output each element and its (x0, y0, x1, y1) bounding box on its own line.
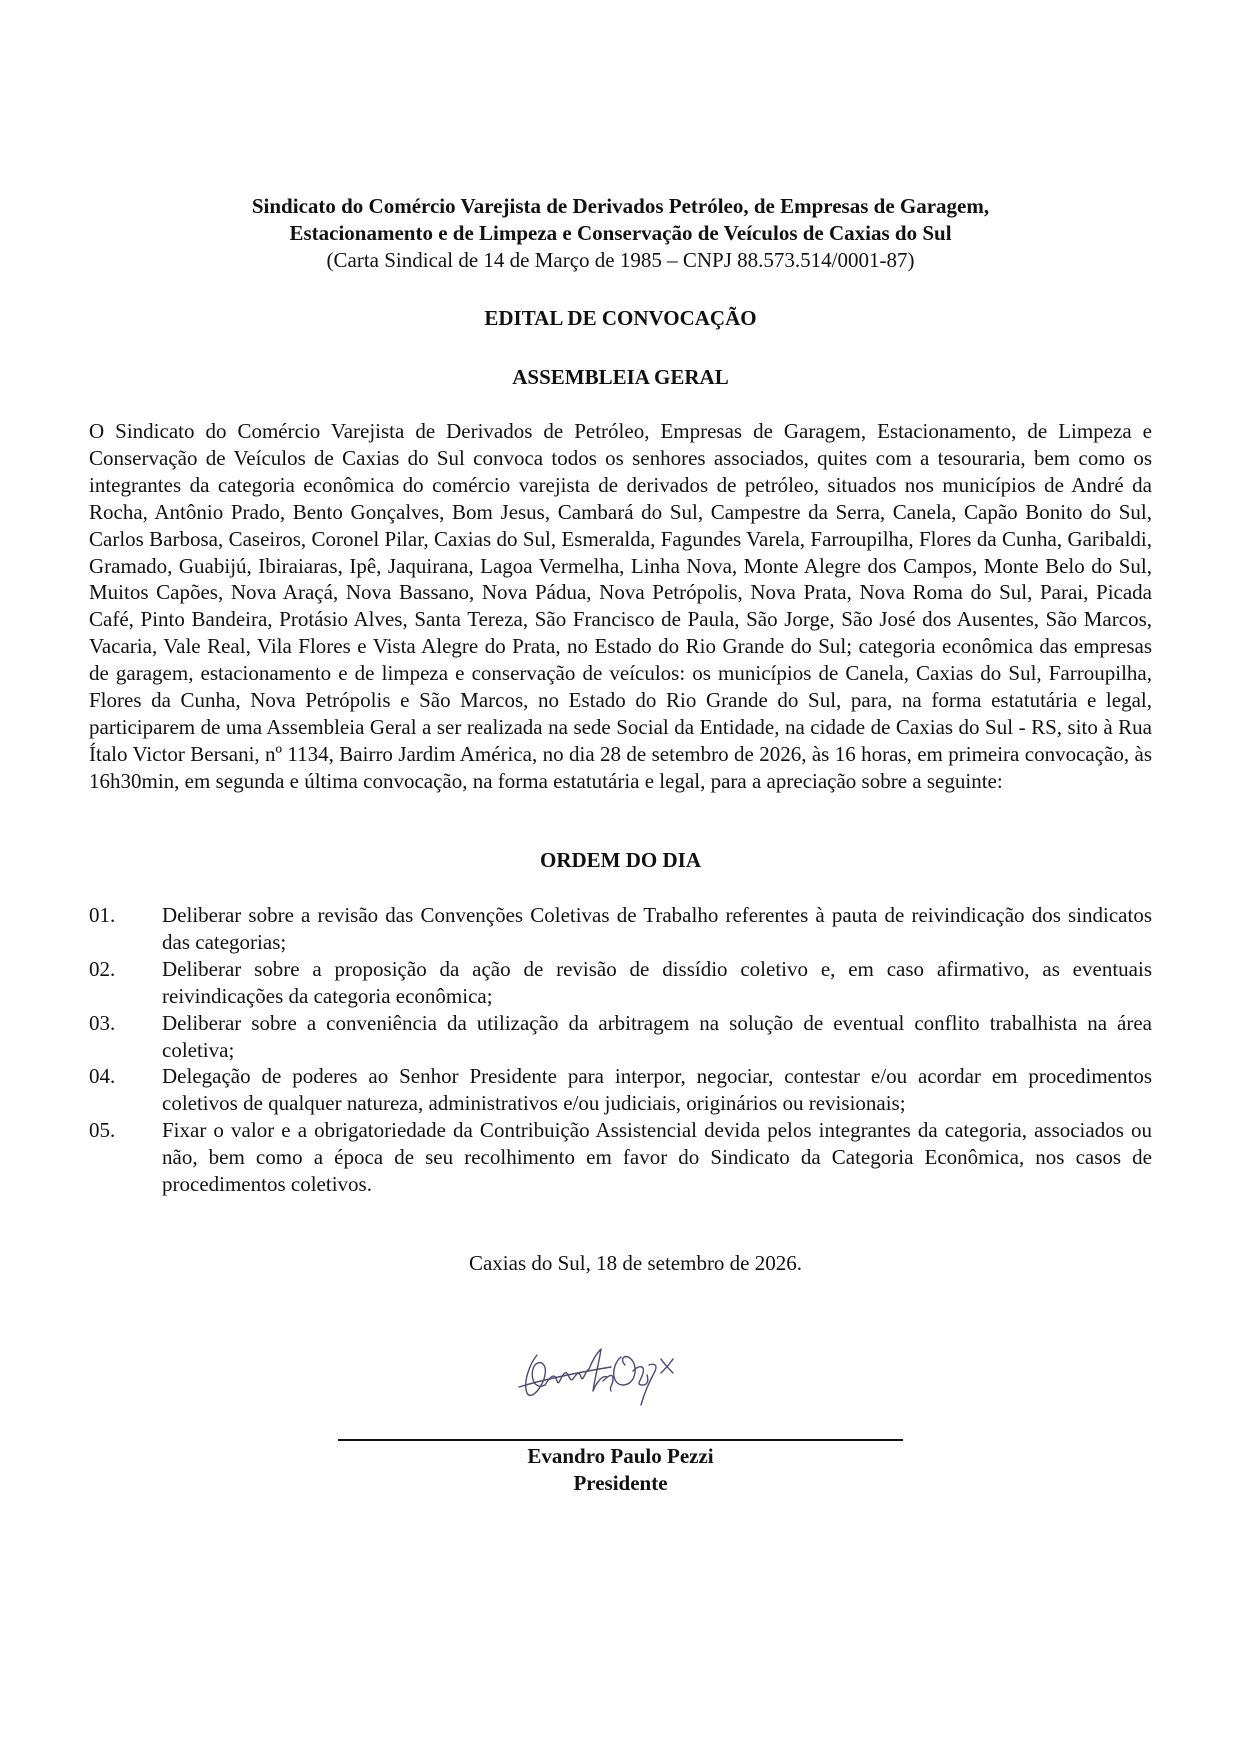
agenda-item (89, 1010, 1152, 1064)
document-header (0, 193, 1241, 274)
agenda-item (89, 1117, 1152, 1198)
agenda-item-text: Deliberar sobre a conveniência da utilização da arbitragem na solução de eventual conflito trabalhista na área coletiva; (162, 1010, 1152, 1062)
place-and-date: Caxias do Sul, 18 de setembro de 2026. (468, 1251, 803, 1275)
agenda-item-text: Delegação de poderes ao Senhor Presidente para interpor, negociar, contestar e/ou acordar em procedimentos coletivos de qualquer natureza, administrativos e/ou judiciais, originários ou revisionais; (162, 1064, 1152, 1116)
signature-line (338, 1439, 903, 1441)
convocation-body: O Sindicato do Comércio Varejista de Derivados de Petróleo, Empresas de Garagem, Estacionamento, de Limpeza e Conservação de Veículos de Caxias do Sul convoca todos os senhores associados, quites com a tesouraria, bem como os integrantes da categoria econômica do comércio varejista de derivados de petróleo, situados nos municípios de André da Rocha, Antônio Prado, Bento Gonçalves, Bom Jesus, Cambará do Sul, Campestre da Serra, Canela, Capão Bonito do Sul, Carlos Barbosa, Caseiros, Coronel Pilar, Caxias do Sul, Esmeralda, Fagundes Varela, Farroupilha, Flores da Cunha, Garibaldi, Gramado, Guabijú, Ibiraiaras, Ipê, Jaquirana, Lagoa Vermelha, Linha Nova, Monte Alegre dos Campos, Monte Belo do Sul, Muitos Capões, Nova Araçá, Nova Bassano, Nova Pádua, Nova Petrópolis, Nova Prata, Nova Roma do Sul, Parai, Picada Café, Pinto Bandeira, Protásio Alves, Santa Tereza, São Francisco de Paula, São Jorge, São José dos Ausentes, São Marcos, Vacaria, Vale Real, Vila Flores e Vista Alegre do Prata, no Estado do Rio Grande do Sul; categoria econômica das empresas de garagem, estacionamento e de limpeza e conservação de veículos: os municípios de Canela, Caxias do Sul, Farroupilha, Flores da Cunha, Nova Petrópolis e São Marcos, no Estado do Rio Grande do Sul, para, na forma estatutária e legal, participarem de uma Assembleia Geral a ser realizada na sede Social da Entidade, na cidade de Caxias do Sul - RS, sito à Rua Ítalo Victor Bersani, nº 1134, Bairro Jardim América, no dia 28 de setembro de 2026, às 16 horas, em primeira convocação, às 16h30min, em segunda e última convocação, na forma estatutária e legal, para a apreciação sobre a seguinte: (89, 419, 1152, 793)
agenda-item-text: Fixar o valor e a obrigatoriedade da Contribuição Assistencial devida pelos integrantes da categoria, associados ou não, bem como a época de seu recolhimento em favor do Sindicato da Categoria Econômica, nos casos de procedimentos coletivos. (162, 1118, 1152, 1197)
agenda-list (89, 902, 1152, 1198)
agenda-item-number: 02. (89, 956, 116, 981)
document-subtitle: ASSEMBLEIA GERAL (512, 365, 729, 389)
handwritten-signature (515, 1335, 695, 1417)
document-title: EDITAL DE CONVOCAÇÃO (484, 306, 757, 330)
agenda-item (89, 956, 1152, 1010)
agenda-item-number: 03. (89, 1010, 116, 1035)
signer-role: Presidente (573, 1471, 668, 1495)
agenda-item-number: 01. (89, 903, 116, 927)
agenda-item-number: 04. (89, 1064, 116, 1089)
agenda-item-text: Deliberar sobre a proposição da ação de revisão de dissídio coletivo e, em caso afirmativo, as eventuais reivindicações da categoria econômica; (162, 956, 1152, 1008)
agenda-title: ORDEM DO DIA (540, 848, 701, 872)
agenda-item-number: 05. (89, 1118, 116, 1143)
agenda-item (89, 902, 1152, 956)
signer-block (0, 1443, 1241, 1497)
org-name-line-2: Estacionamento e de Limpeza e Conservação de Veículos de Caxias do Sul (289, 221, 952, 245)
agenda-item (89, 1063, 1152, 1117)
registration-line: (Carta Sindical de 14 de Março de 1985 – CNPJ 88.573.514/0001-87) (326, 248, 915, 272)
agenda-item-text: Deliberar sobre a revisão das Convenções Coletivas de Trabalho referentes à pauta de reivindicação dos sindicatos das categorias; (162, 903, 1152, 954)
signer-name: Evandro Paulo Pezzi (527, 1444, 714, 1468)
org-name-line-1: Sindicato do Comércio Varejista de Derivados Petróleo, de Empresas de Garagem, (251, 194, 990, 218)
